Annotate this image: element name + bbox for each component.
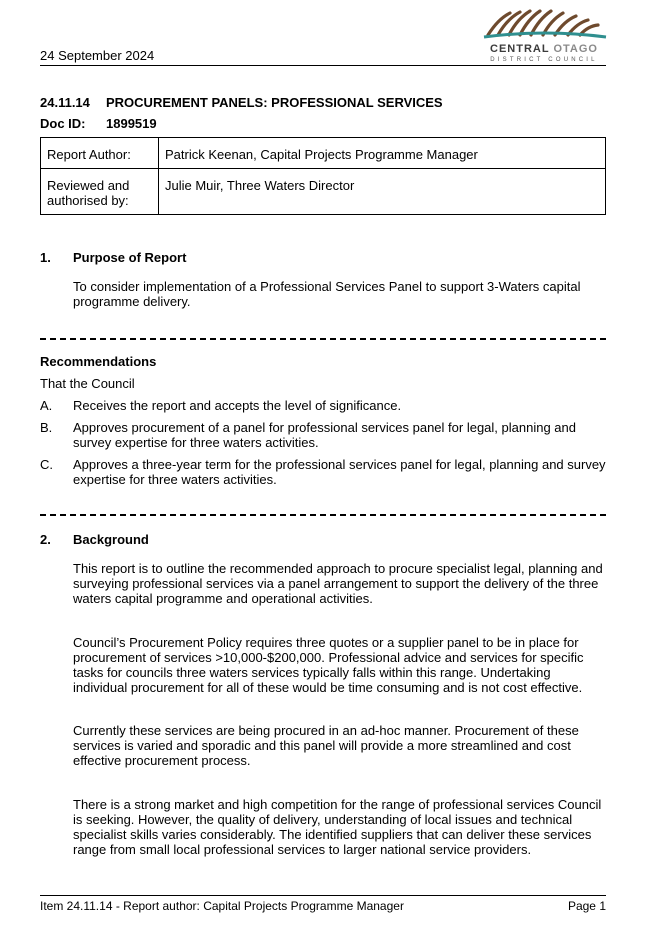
doc-id: [40, 116, 157, 131]
logo-wordmark: [480, 43, 608, 55]
logo-word-central: CENTRAL: [490, 43, 550, 55]
logo-subtitle: DISTRICT COUNCIL: [490, 57, 598, 63]
page-footer: [40, 899, 606, 913]
footer-item-text: Item 24.11.14 - Report author: Capital Projects Programme Manager: [40, 899, 404, 913]
list-item: [40, 457, 606, 487]
footer-rule: [40, 895, 606, 896]
doc-id-value: 1899519: [106, 116, 157, 131]
background-paragraph: This report is to outline the recommended approach to procure specialist legal, planning and surveying professional services via a panel arrangement to support the delivery of the three waters capital programme and operational activities.: [73, 561, 603, 606]
meta-key: Reviewed and authorised by:: [41, 169, 159, 215]
list-text: Approves a three-year term for the professional services panel for legal, planning and survey expertise for three waters activities.: [73, 457, 606, 487]
report-title-text: PROCUREMENT PANELS: PROFESSIONAL SERVICES: [106, 95, 443, 110]
report-item-number: 24.11.14: [40, 95, 90, 110]
meta-value: Patrick Keenan, Capital Projects Programme Manager: [159, 138, 606, 169]
list-text: Approves procurement of a panel for professional services panel for legal, planning and survey expertise for three waters activities.: [73, 420, 576, 450]
logo-word-otago: OTAGO: [553, 43, 598, 55]
list-marker: C.: [40, 457, 53, 472]
list-text: Receives the report and accepts the level of significance.: [73, 398, 402, 413]
list-item: [40, 398, 606, 413]
mountains-logo-icon: [480, 7, 608, 41]
section-title: Background: [73, 532, 149, 547]
background-paragraph: There is a strong market and high competition for the range of professional services Council is seeking. However, the quality of delivery, understanding of local issues and technical specialist skills varies considerably. The identified suppliers that can deliver these services range from small local professional services to larger national service providers.: [73, 797, 602, 857]
report-meta-table: [40, 137, 606, 215]
section-heading-purpose: [40, 250, 186, 265]
section-heading-background: [40, 532, 149, 547]
header-rule: [40, 65, 606, 66]
section-divider: [40, 514, 606, 516]
list-item: [40, 420, 606, 450]
table-row: [41, 138, 606, 169]
section-divider: [40, 338, 606, 340]
recommendations-intro: That the Council: [40, 376, 135, 391]
report-title: [40, 95, 443, 110]
recommendations-heading: Recommendations: [40, 354, 157, 369]
list-marker: B.: [40, 420, 53, 435]
background-paragraph: Council’s Procurement Policy requires three quotes or a supplier panel to be in place for procurement of services >10,000-$200,000. Professional advice and services for specific tasks for councils three waters services typically falls within this range. Undertaking individual procurement for all of these would be time consuming and is not cost effective.: [73, 635, 584, 695]
section-title: Purpose of Report: [73, 250, 187, 265]
section-number: 2.: [40, 532, 51, 547]
header-date: 24 September 2024: [40, 48, 155, 63]
doc-id-label: Doc ID:: [40, 116, 86, 131]
table-row: [41, 169, 606, 215]
meta-value: Julie Muir, Three Waters Director: [159, 169, 606, 215]
meta-key: Report Author:: [41, 138, 159, 169]
section-number: 1.: [40, 250, 51, 265]
list-marker: A.: [40, 398, 53, 413]
council-logo: [480, 7, 608, 63]
background-paragraph: Currently these services are being procured in an ad-hoc manner. Procurement of these services is varied and sporadic and this panel will provide a more streamlined and cost effective procurement process.: [73, 723, 579, 768]
purpose-paragraph: To consider implementation of a Professional Services Panel to support 3-Waters capital programme delivery.: [73, 279, 581, 309]
page-number: Page 1: [567, 899, 606, 913]
